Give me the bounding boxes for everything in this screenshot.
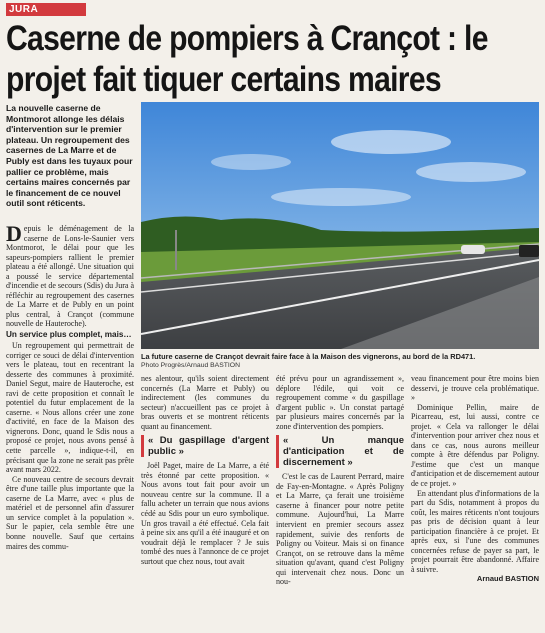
paragraph: En attendant plus d'informations de la part du Sdis, notamment à propos du coût, les maires réticents n'ont toujours pas pris de décision quant à leur participation financière à ce projet. Et après eux, si l'une des communes concernées refuse de payer sa part, le projet pourrait être abandonné. Affaire à suivre. — [411, 488, 539, 574]
paragraph: Dominique Pellin, maire de Picarreau, est, lui aussi, contre ce projet. « Cela va rallonger le délai d'intervention pour arriver chez nous et dans ce cas, nous aurons meilleur compte à être défendus par Poligny. J'estime que c'est un manque d'anticipation et de discernement autour de ce projet. » — [411, 402, 539, 489]
drop-cap: D — [6, 221, 22, 246]
subheading: Un service plus complet, mais… — [6, 330, 132, 340]
paragraph: C'est le cas de Laurent Perrard, maire de Fay-en-Montagne. « Après Poligny et La Marre, ça ferait une troisième caserne à financer pour notre petite commune. Aujourd'hui, La Marre intervient en premier secours assez rapidement, suivie des renforts de Poligny ou Voiteur. Mais si on finance Crançot, on se retrouve dans la même situation qu'avant, quand c'est Poligny qui intervenait chez nous. Donc un nou- — [276, 472, 404, 587]
paragraph: epuis le déménagement de la caserne de Lons-le-Saunier vers Montmorot, le délai pour que les sapeurs-pompiers rallient le premier plateau a été allongé. Une situation qui a poussé le service départemental d'incendie et de secours (Sdis) du Jura à réfléchir au regroupement des casernes de La Marre et de Publy en un point plus central, à Crançot (commune nouvelle de Hauteroche). — [6, 224, 134, 329]
headline-line-2: projet fait tiquer certains maires — [6, 60, 441, 99]
column-2 — [141, 374, 269, 566]
paragraph: Joël Paget, maire de La Marre, a été très étonné par cette proposition. « Nous avons tout fait pour avoir un nouveau centre sur la commune. Il a fallu acheter un terrain que nous avions cédé au Sdis pour un euro symbolique. Un gros travail a été effectué. Cela fait à peine six ans qu'il a été inauguré et on voudrait déjà le remplacer ? Je suis tombé des nues à l'annonce de ce projet surtout que chez nous, tout avait — [141, 461, 269, 566]
paragraph: Ce nouveau centre de secours devrait être d'une taille plus importante que la caserne de La Marre, avec « plus de matériel et de personnel afin d'assurer un service complet à la population ». Sur le papier, cela semble être une bonne nouvelle. Sauf que certains maires des commu- — [6, 474, 134, 551]
headline-line-1: Caserne de pompiers à Crançot : le — [6, 19, 488, 58]
column-4 — [411, 374, 539, 583]
column-3 — [276, 374, 404, 587]
paragraph: nes alentour, qu'ils soient directement concernés (La Marre et Publy) ou indirectement (les communes du secteur) n'accueillent pas ce projet à bras ouverts et se montrent réticents quant au financement. — [141, 374, 269, 431]
article-photo — [141, 102, 539, 349]
lede: La nouvelle caserne de Montmorot allonge les délais d'intervention sur le premier plateau. Un regroupement des casernes de La Marre et de Publy est dans les tuyaux pour pallier ce problème, mais certains maires concernés par le financement de ce nouvel outil sont réticents. — [6, 103, 133, 209]
paragraph: veau financement pour être moins bien desservi, je trouve cela problématique. » — [411, 374, 539, 403]
headline — [6, 18, 488, 100]
column-1 — [6, 221, 134, 551]
paragraph: été prévu pour un agrandissement », déplore l'édile, qui voit ce regroupement comme « du gaspillage d'argent public ». Un constat partagé par plusieurs maires concernés par la zone d'intervention des pompiers. — [276, 374, 404, 431]
section-tag: JURA — [6, 3, 86, 16]
photo-credit: Photo Progrès/Arnaud BASTION — [141, 362, 240, 369]
pull-quote: « Un manque d'anticipation et de discernement » — [276, 435, 404, 468]
photo-caption: La future caserne de Crançot devrait faire face à la Maison des vignerons, au bord de la RD471. — [141, 352, 476, 361]
pull-quote: « Du gaspillage d'argent public » — [141, 435, 269, 457]
paragraph: Un regroupement qui permettrait de corriger ce souci de délai d'intervention vers le plateau, tout en recentrant la desserte des communes à proximité. Daniel Segut, maire de Hauteroche, est ravi de cette proposition et connaît le potentiel du futur emplacement de la caserne. « Nous allons créer une zone d'activité, en face de la Maison des vignerons. Donc, quand le Sdis nous a proposé ce projet, nous avons pensé à cette parcelle », indique-t-il, en précisant que la zone ne serait pas prête avant mars 2022. — [6, 341, 134, 475]
author-signature: Arnaud BASTION — [476, 574, 539, 584]
